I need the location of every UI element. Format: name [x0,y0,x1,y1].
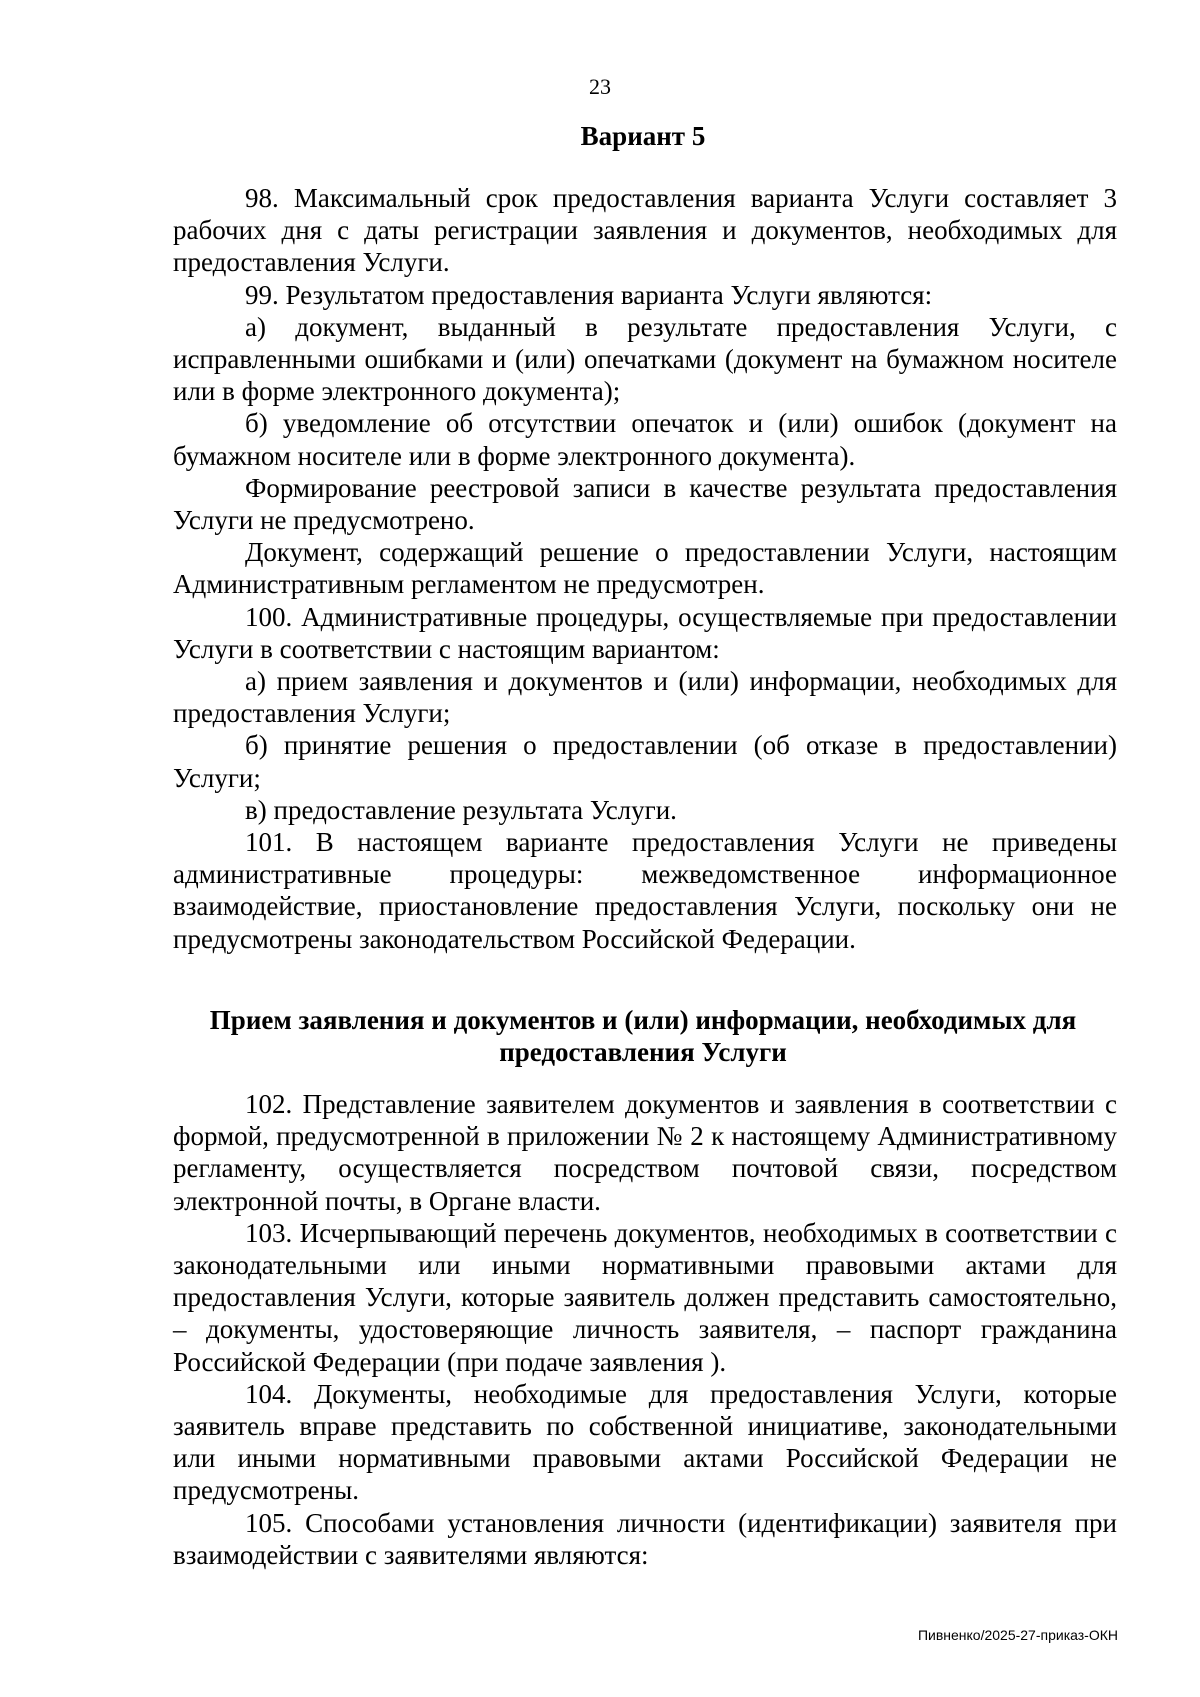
paragraph-100-c: в) предоставление результата Услуги. [245,794,677,825]
paragraph-105: 105. Способами установления личности (идентификации) заявителя при взаимодействии с заявителями являются: [173,1507,1117,1570]
paragraph-decision-note: Документ, содержащий решение о предоставлении Услуги, настоящим Административным регламентом не предусмотрен. [173,537,1117,600]
section-2-heading: Прием заявления и документов и (или) информации, необходимых для предоставления Услуги [209,1005,1077,1067]
paragraph-99-a: а) документ, выданный в результате предоставления Услуги, с исправленными ошибками и (или) опечатками (документ на бумажном носителе или в форме электронного документа); [173,311,1117,407]
page-number: 23 [589,74,611,99]
paragraph-98: 98. Максимальный срок предоставления варианта Услуги составляет 3 рабочих дня с даты регистрации заявления и документов, необходимых для предоставления Услуги. [173,183,1117,278]
paragraph-101: 101. В настоящем варианте предоставления Услуги не приведены административные процедуры: межведомственное информационное взаимодействие, приостановление предоставления Услуги, поскольку они не предусмотрены законодательством Российской Федерации. [173,827,1117,954]
paragraph-104: 104. Документы, необходимые для предоставления Услуги, которые заявитель вправе представить по собственной инициативе, законодательными или иными нормативными правовыми актами Российской Федерации не предусмотрены. [173,1378,1117,1506]
paragraph-99: 99. Результатом предоставления варианта Услуги являются: [245,279,933,310]
paragraph-100-b: б) принятие решения о предоставлении (об отказе в предоставлении) Услуги; [173,730,1117,793]
variant-heading: Вариант 5 [580,121,706,151]
paragraph-103: 103. Исчерпывающий перечень документов, необходимых в соответствии с законодательными или иными нормативными правовыми актами для предоставления Услуги, которые заявитель должен представить самостоятельно, – документы, удостоверяющие личность заявителя, – паспорт гражданина Российской Федерации (при подаче заявления ). [173,1217,1117,1377]
paragraph-99-b: б) уведомление об отсутствии опечаток и (или) ошибок (документ на бумажном носителе или в форме электронного документа). [173,408,1117,471]
section-2-body [173,1088,1117,1571]
section-1-body [173,182,1117,955]
paragraph-100: 100. Административные процедуры, осуществляемые при предоставлении Услуги в соответствии с настоящим вариантом: [173,601,1117,664]
paragraph-100-a: а) прием заявления и документов и (или) информации, необходимых для предоставления Услуги; [173,666,1117,729]
document-footer-code: Пивненко/2025-27-приказ-ОКН [917,1627,1118,1643]
paragraph-registry-note: Формирование реестровой записи в качестве результата предоставления Услуги не предусмотрено. [173,472,1117,536]
paragraph-102: 102. Представление заявителем документов и заявления в соответствии с формой, предусмотренной в приложении № 2 к настоящему Административному регламенту, осуществляется посредством почтовой связи, посредством электронной почты, в Органе власти. [173,1089,1117,1216]
